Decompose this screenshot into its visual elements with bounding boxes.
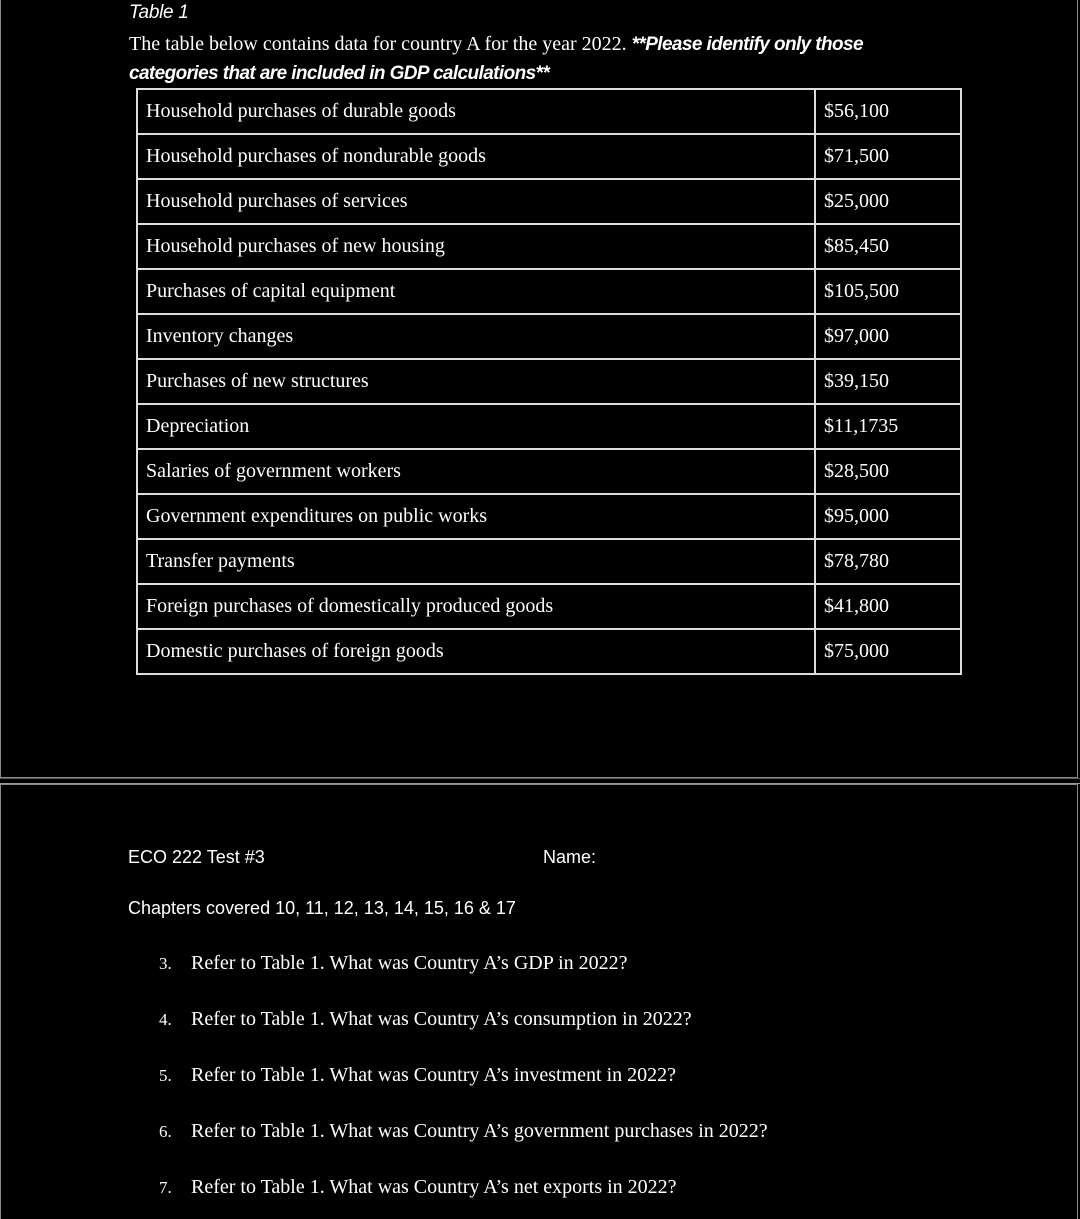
table-row bbox=[137, 584, 961, 629]
row-label: Household purchases of nondurable goods bbox=[137, 134, 815, 179]
row-label: Transfer payments bbox=[137, 539, 815, 584]
chapters-covered: Chapters covered 10, 11, 12, 13, 14, 15, 16 & 17 bbox=[128, 898, 516, 918]
question-text: Refer to Table 1. What was Country A’s GDP in 2022? bbox=[191, 952, 628, 974]
row-label: Government expenditures on public works bbox=[137, 494, 815, 539]
intro-emphasis-1: **Please identify only those bbox=[631, 34, 863, 55]
table-intro bbox=[129, 30, 929, 88]
row-value: $95,000 bbox=[815, 494, 961, 539]
intro-text: The table below contains data for country A for the year 2022. bbox=[129, 33, 632, 55]
table-row bbox=[137, 404, 961, 449]
table-row bbox=[137, 134, 961, 179]
question-number: 4. bbox=[159, 1010, 172, 1029]
name-label: Name: bbox=[543, 847, 597, 867]
question-4 bbox=[159, 1008, 692, 1031]
row-label: Depreciation bbox=[137, 404, 815, 449]
question-text: Refer to Table 1. What was Country A’s net exports in 2022? bbox=[191, 1176, 677, 1198]
question-6 bbox=[159, 1120, 768, 1143]
row-value: $39,150 bbox=[815, 359, 961, 404]
question-7 bbox=[159, 1176, 677, 1199]
row-value: $75,000 bbox=[815, 629, 961, 674]
table-row bbox=[137, 314, 961, 359]
table-row bbox=[137, 179, 961, 224]
table-row bbox=[137, 449, 961, 494]
question-text: Refer to Table 1. What was Country A’s consumption in 2022? bbox=[191, 1008, 692, 1030]
question-number: 3. bbox=[159, 954, 172, 973]
question-5 bbox=[159, 1064, 676, 1087]
question-text: Refer to Table 1. What was Country A’s government purchases in 2022? bbox=[191, 1120, 768, 1142]
table-row bbox=[137, 494, 961, 539]
row-label: Foreign purchases of domestically produced goods bbox=[137, 584, 815, 629]
table-row bbox=[137, 359, 961, 404]
question-number: 5. bbox=[159, 1066, 172, 1085]
question-3 bbox=[159, 952, 628, 975]
row-label: Household purchases of new housing bbox=[137, 224, 815, 269]
question-number: 7. bbox=[159, 1178, 172, 1197]
table-row bbox=[137, 224, 961, 269]
table-row bbox=[137, 269, 961, 314]
intro-emphasis-2: categories that are included in GDP calculations** bbox=[129, 63, 550, 84]
table-row bbox=[137, 539, 961, 584]
row-value: $85,450 bbox=[815, 224, 961, 269]
gdp-data-table bbox=[136, 88, 962, 675]
row-label: Domestic purchases of foreign goods bbox=[137, 629, 815, 674]
row-label: Household purchases of services bbox=[137, 179, 815, 224]
row-label: Purchases of new structures bbox=[137, 359, 815, 404]
question-number: 6. bbox=[159, 1122, 172, 1141]
row-value: $41,800 bbox=[815, 584, 961, 629]
row-value: $71,500 bbox=[815, 134, 961, 179]
table-row bbox=[137, 629, 961, 674]
table-caption: Table 1 bbox=[129, 2, 189, 23]
row-label: Inventory changes bbox=[137, 314, 815, 359]
course-title: ECO 222 Test #3 bbox=[128, 847, 265, 867]
row-value: $25,000 bbox=[815, 179, 961, 224]
row-value: $11,1735 bbox=[815, 404, 961, 449]
row-label: Salaries of government workers bbox=[137, 449, 815, 494]
table-row bbox=[137, 89, 961, 134]
row-label: Household purchases of durable goods bbox=[137, 89, 815, 134]
question-text: Refer to Table 1. What was Country A’s investment in 2022? bbox=[191, 1064, 677, 1086]
row-value: $78,780 bbox=[815, 539, 961, 584]
row-value: $105,500 bbox=[815, 269, 961, 314]
row-label: Purchases of capital equipment bbox=[137, 269, 815, 314]
row-value: $97,000 bbox=[815, 314, 961, 359]
row-value: $28,500 bbox=[815, 449, 961, 494]
row-value: $56,100 bbox=[815, 89, 961, 134]
